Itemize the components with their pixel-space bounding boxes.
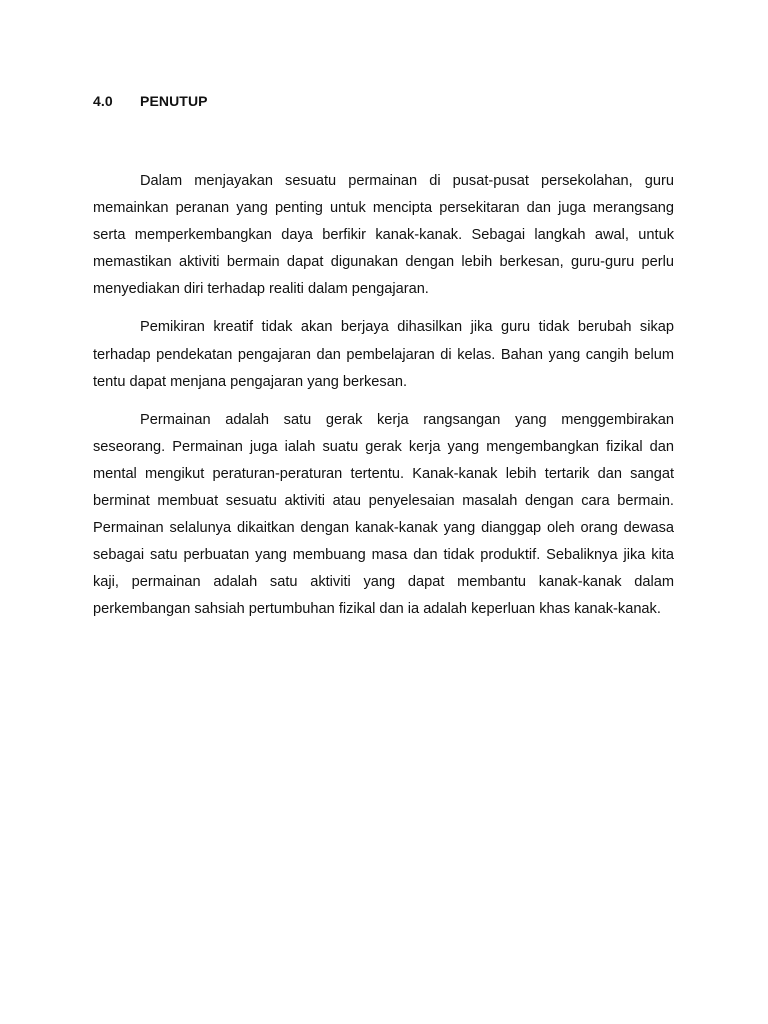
section-heading xyxy=(93,93,208,109)
body-text xyxy=(93,168,674,635)
paragraph-1: Dalam menjayakan sesuatu permainan di pusat-pusat persekolahan, guru memainkan peranan yang penting untuk mencipta persekitaran dan juga merangsang serta memperkembangkan daya berfikir kanak-kanak. Sebagai langkah awal, untuk memastikan aktiviti bermain dapat digunakan dengan lebih berkesan, guru-guru perlu menyediakan diri terhadap realiti dalam pengajaran. xyxy=(93,173,674,298)
section-title: PENUTUP xyxy=(140,93,208,109)
paragraph-3: Permainan adalah satu gerak kerja rangsangan yang menggembirakan seseorang. Permainan juga ialah suatu gerak kerja yang mengembangkan fizikal dan mental mengikut peraturan-peraturan tertentu. Kanak-kanak lebih tertarik dan sangat berminat membuat sesuatu aktiviti atau penyelesaian masalah dengan cara bermain. Permainan selalunya dikaitkan dengan kanak-kanak yang dianggap oleh orang dewasa sebagai satu perbuatan yang membuang masa dan tidak produktif. Sebaliknya jika kita kaji, permainan adalah satu aktiviti yang dapat membantu kanak-kanak dalam perkembangan sahsiah pertumbuhan fizikal dan ia adalah keperluan khas kanak-kanak. xyxy=(93,411,674,618)
section-number: 4.0 xyxy=(93,93,113,109)
paragraph-2: Pemikiran kreatif tidak akan berjaya dihasilkan jika guru tidak berubah sikap terhadap pendekatan pengajaran dan pembelajaran di kelas. Bahan yang cangih belum tentu dapat menjana pengajaran yang berkesan. xyxy=(93,319,674,390)
